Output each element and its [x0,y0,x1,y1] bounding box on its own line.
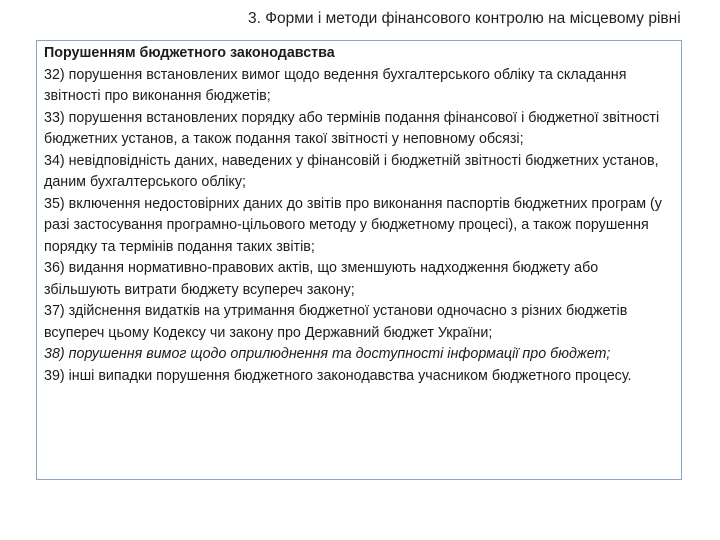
list-item-37: 37) здійснення видатків на утримання бюджетної установи одночасно з різних бюджетів всупереч цьому Кодексу чи закону про Державний бюджет України; [44,303,628,341]
list-item-38: 38) порушення вимог щодо оприлюднення та доступності інформації про бюджет; [44,346,611,362]
slide-title: 3. Форми і методи фінансового контролю на місцевому рівні [248,10,681,27]
list-item-34: 34) невідповідність даних, наведених у фінансовій і бюджетній звітності бюджетних установ, даним бухгалтерського обліку; [44,152,659,190]
content-box [36,40,682,480]
list-item-35: 35) включення недостовірних даних до звітів про виконання паспортів бюджетних програм (у разі застосування програмно-цільового методу у бюджетному процесі), а також порушення порядку та термінів подання таких звітів; [44,195,662,255]
box-title: Порушенням бюджетного законодавства [44,45,335,61]
list-item-32: 32) порушення встановлених вимог щодо ведення бухгалтерського обліку та складання звітності про виконання бюджетів; [44,66,627,104]
list-item-39: 39) інші випадки порушення бюджетного законодавства учасником бюджетного процесу. [44,367,632,384]
list-item-36: 36) видання нормативно-правових актів, що зменшують надходження бюджету або збільшують витрати бюджету всупереч закону; [44,260,599,298]
list-item-33: 33) порушення встановлених порядку або термінів подання фінансової і бюджетної звітності бюджетних установ, а також подання такої звітності у неповному обсязі; [44,109,660,147]
